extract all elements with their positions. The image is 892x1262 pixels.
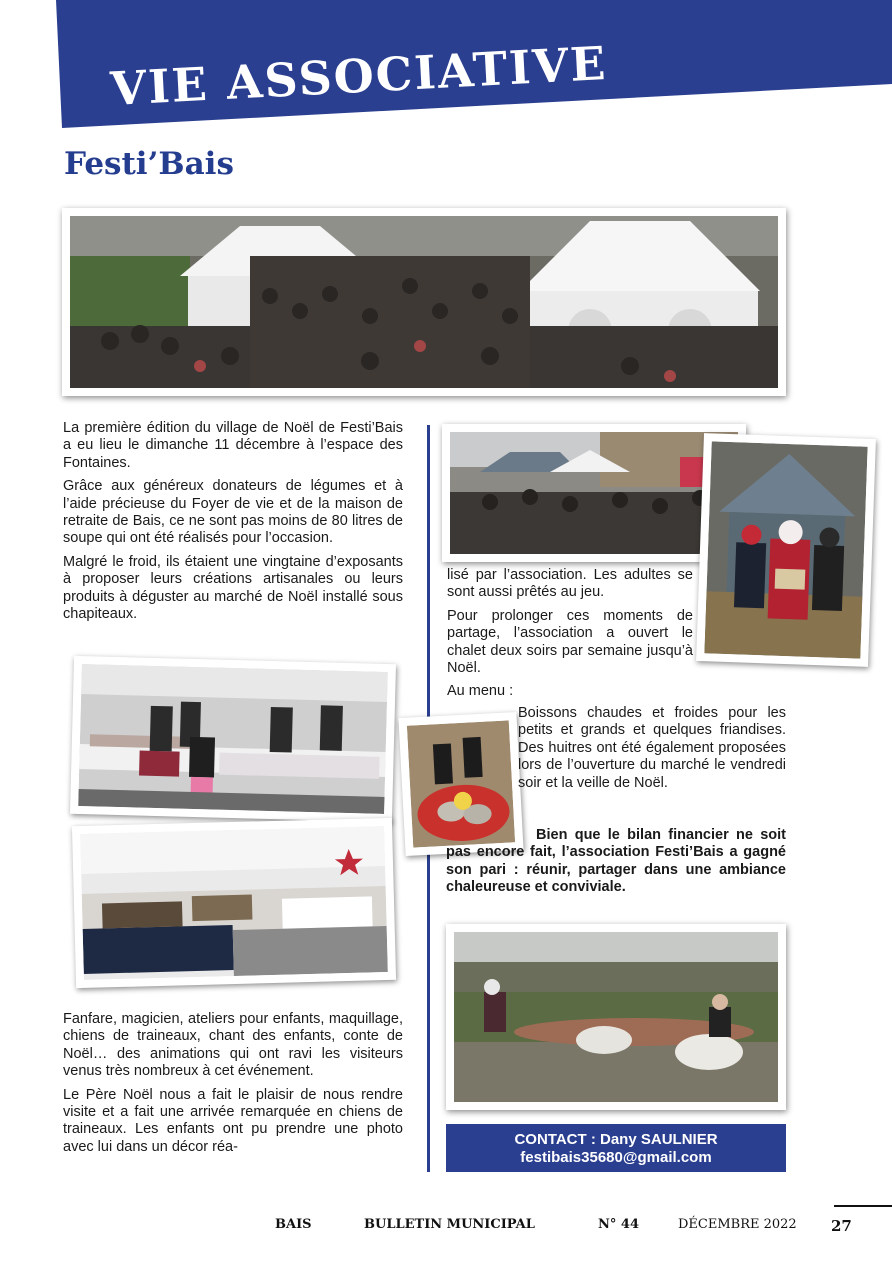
footer-date: DÉCEMBRE 2022: [678, 1217, 797, 1232]
paragraph-donors: Grâce aux généreux donateurs de légumes et à l’aide précieuse du Foyer de vie et de la maison de retraite de Bais, ce ne sont pas moins de 80 litres de soupe qui ont été réalisés pour l’occasion.: [63, 478, 403, 547]
article-title: Festi’Bais: [64, 146, 234, 182]
page-number: 27: [831, 1217, 852, 1235]
right-column-conclusion: [446, 827, 786, 903]
paragraph-chalet: Pour prolonger ces moments de partage, l’association a ouvert le chalet deux soirs par semaine jusqu’à Noël.: [447, 607, 693, 677]
right-column-menu: [518, 705, 786, 798]
contact-box: [446, 1124, 786, 1172]
paragraph-menu-label: Au menu :: [447, 683, 514, 700]
contact-email[interactable]: festibais35680@gmail.com: [520, 1149, 712, 1166]
hero-photo: [62, 208, 786, 396]
paragraph-conclusion: Bien que le bilan financier ne soit pas encore fait, l’association Festi’Bais a gagné son pari : réunir, partager dans une ambiance chaleureuse et conviviale.: [446, 827, 786, 896]
left-column-bottom: [63, 1011, 403, 1162]
santa-photo: [696, 433, 876, 667]
paragraph-adults: lisé par l’association. Les adultes se sont aussi prêtés au jeu.: [447, 567, 693, 601]
sled-dogs-photo: [446, 924, 786, 1110]
contact-name: CONTACT : Dany SAULNIER: [514, 1131, 718, 1148]
left-column-top: [63, 420, 403, 629]
footer-bulletin: BULLETIN MUNICIPAL: [364, 1217, 535, 1232]
stall-photo-1: [70, 656, 396, 822]
footer-issue: N° 44: [598, 1217, 639, 1232]
footer-rule: [834, 1205, 892, 1207]
paragraph-drinks: Boissons chaudes et froides pour les petits et grands et quelques friandises. Des huitres ont été également proposées lors de l’ouverture du marché le vendredi soir et la veille de Noël.: [518, 705, 786, 791]
paragraph-santa: Le Père Noël nous a fait le plaisir de nous rendre visite et a fait une arrivée remarquée en chiens de traineaux. Les enfants ont pu prendre une photo avec lui dans un décor réa-: [63, 1086, 403, 1155]
section-title: VIE ASSOCIATIVE: [109, 36, 609, 116]
right-column-upper: [447, 567, 693, 707]
paragraph-exhibitors: Malgré le froid, ils étaient une vingtaine d’exposants à proposer leurs créations artisanales ou leurs produits à déguster au marché de Noël installé sous chapiteaux.: [63, 553, 403, 623]
footer-town: BAIS: [275, 1217, 312, 1232]
paragraph-animations: Fanfare, magicien, ateliers pour enfants, maquillage, chiens de traineaux, chant des enfants, conte de Noël… des animations qui ont ravi les visiteurs venus très nombreux à cet événement.: [63, 1011, 403, 1080]
paragraph-intro: La première édition du village de Noël de Festi’Bais a eu lieu le dimanche 11 décembre à l’espace des Fontaines.: [63, 420, 403, 471]
stall-photo-2: [72, 818, 396, 988]
